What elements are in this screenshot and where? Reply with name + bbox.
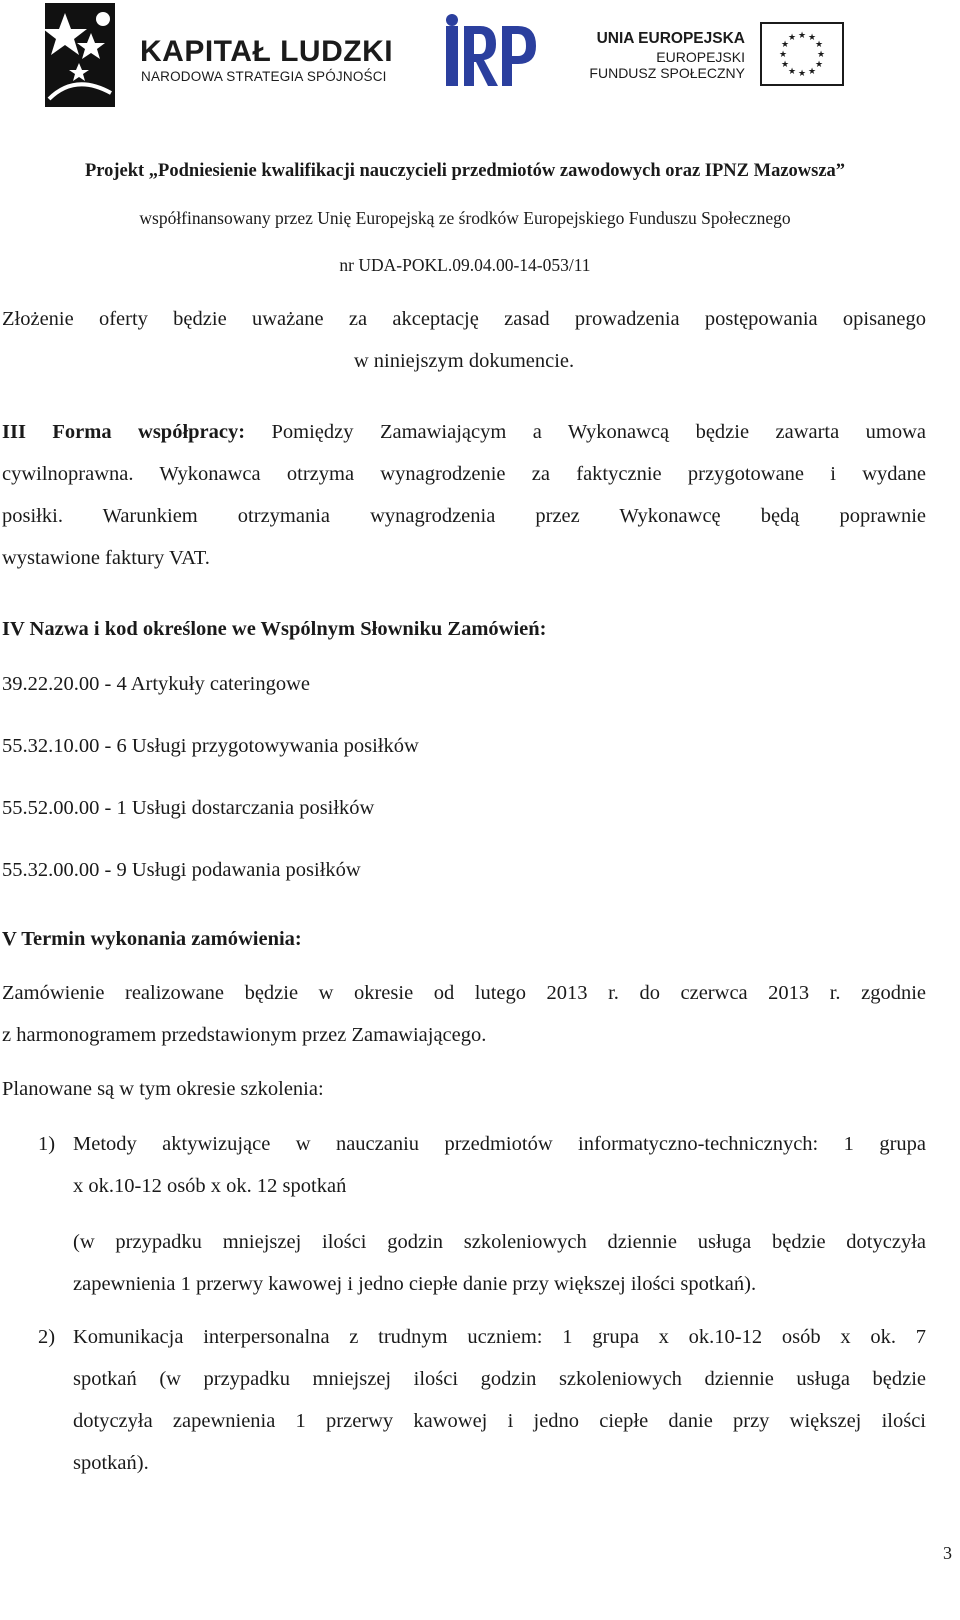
training-1-line-4: zapewnienia 1 przerwy kawowej i jedno ciepłe danie przy większej ilości spotkań). [73,1273,757,1295]
svg-text:★: ★ [787,67,797,77]
section-4-heading: IV Nazwa i kod określone we Wspólnym Słowniku Zamówień: [2,618,547,640]
training-2 [73,1316,926,1484]
svg-text:★: ★ [797,69,807,79]
svg-text:★: ★ [807,33,817,43]
ue-subtitle-1: EUROPEJSKI [656,49,745,65]
kapital-ludzki-emblem-icon [45,3,115,107]
training-1-line-2: x ok.10-12 osób x ok. 12 spotkań [73,1175,347,1197]
svg-text:★: ★ [807,67,817,77]
svg-text:★: ★ [780,40,790,50]
section-3-line-1 [2,411,926,453]
svg-text:★: ★ [816,50,826,60]
project-number: nr UDA-POKL.09.04.00-14-053/11 [339,255,591,275]
section-3-line-2: cywilnoprawna. Wykonawca otrzyma wynagrodzenie za faktycznie przygotowane i wydane [2,463,926,485]
training-2-number: 2) [38,1326,56,1348]
section-3-line-1-text: Pomiędzy Zamawiającym a Wykonawcą będzie zawarta umowa [245,421,927,443]
section-3-line-3: posiłki. Warunkiem otrzymania wynagrodzenia przez Wykonawcę będą poprawnie [2,505,926,527]
training-1 [73,1123,926,1305]
section-3-heading: III Forma współpracy: [2,421,246,443]
svg-text:★: ★ [787,33,797,43]
cpv-code-2: 55.32.10.00 - 6 Usługi przygotowywania posiłków [2,735,419,757]
training-2-line-3: dotyczyła zapewnienia 1 przerwy kawowej i jedno ciepłe danie przy większej ilości [73,1410,926,1432]
svg-text:★: ★ [814,40,824,50]
project-title: Projekt „Podniesienie kwalifikacji nauczycieli przedmiotów zawodowych oraz IPNZ Mazowsza” [84,161,846,181]
ue-title: UNIA EUROPEJSKA [596,30,745,47]
svg-text:★: ★ [814,60,824,70]
training-1-line-3: (w przypadku mniejszej ilości godzin szkoleniowych dziennie usługa będzie dotyczyła [73,1231,926,1253]
intro-line-2: w niniejszym dokumencie. [353,350,575,372]
section-3-line-4: wystawione faktury VAT. [2,547,210,569]
kapital-ludzki-title: KAPITAŁ LUDZKI [140,35,394,68]
section-5-line-1: Zamówienie realizowane będzie w okresie od lutego 2013 r. do czerwca 2013 r. zgodnie [2,982,926,1004]
training-2-line-1: Komunikacja interpersonalna z trudnym uczniem: 1 grupa x ok.10-12 osób x ok. 7 [73,1326,926,1348]
planned-trainings-intro: Planowane są w tym okresie szkolenia: [2,1078,324,1100]
cpv-code-1: 39.22.20.00 - 4 Artykuły cateringowe [2,673,311,695]
intro-paragraph [2,298,926,382]
rp-logo-icon [440,12,540,92]
page-number: 3 [943,1543,952,1563]
training-1-number: 1) [38,1133,56,1155]
section-5-body [2,972,926,1056]
section-3 [2,411,926,579]
training-2-line-2: spotkań (w przypadku mniejszej ilości godzin szkoleniowych dziennie usługa będzie [73,1368,926,1390]
eu-flag-icon [760,22,844,86]
project-cofinancing: współfinansowany przez Unię Europejską ze środków Europejskiego Funduszu Społecznego [139,208,791,228]
svg-text:★: ★ [797,31,807,41]
ue-subtitle-2: FUNDUSZ SPOŁECZNY [589,65,745,81]
section-5-heading: V Termin wykonania zamówienia: [2,928,302,950]
logo-bar [0,0,960,130]
svg-text:★: ★ [780,60,790,70]
section-5-line-2: z harmonogramem przedstawionym przez Zamawiającego. [2,1024,487,1046]
training-1-line-1: Metody aktywizujące w nauczaniu przedmiotów informatyczno-technicznych: 1 grupa [73,1133,926,1155]
kapital-ludzki-subtitle: NARODOWA STRATEGIA SPÓJNOŚCI [141,69,387,84]
intro-line-1: Złożenie oferty będzie uważane za akceptację zasad prowadzenia postępowania opisanego [2,308,926,330]
svg-text:★: ★ [778,50,788,60]
cpv-code-4: 55.32.00.00 - 9 Usługi podawania posiłków [2,859,361,881]
training-2-line-4: spotkań). [73,1452,149,1474]
cpv-code-3: 55.52.00.00 - 1 Usługi dostarczania posiłków [2,797,375,819]
